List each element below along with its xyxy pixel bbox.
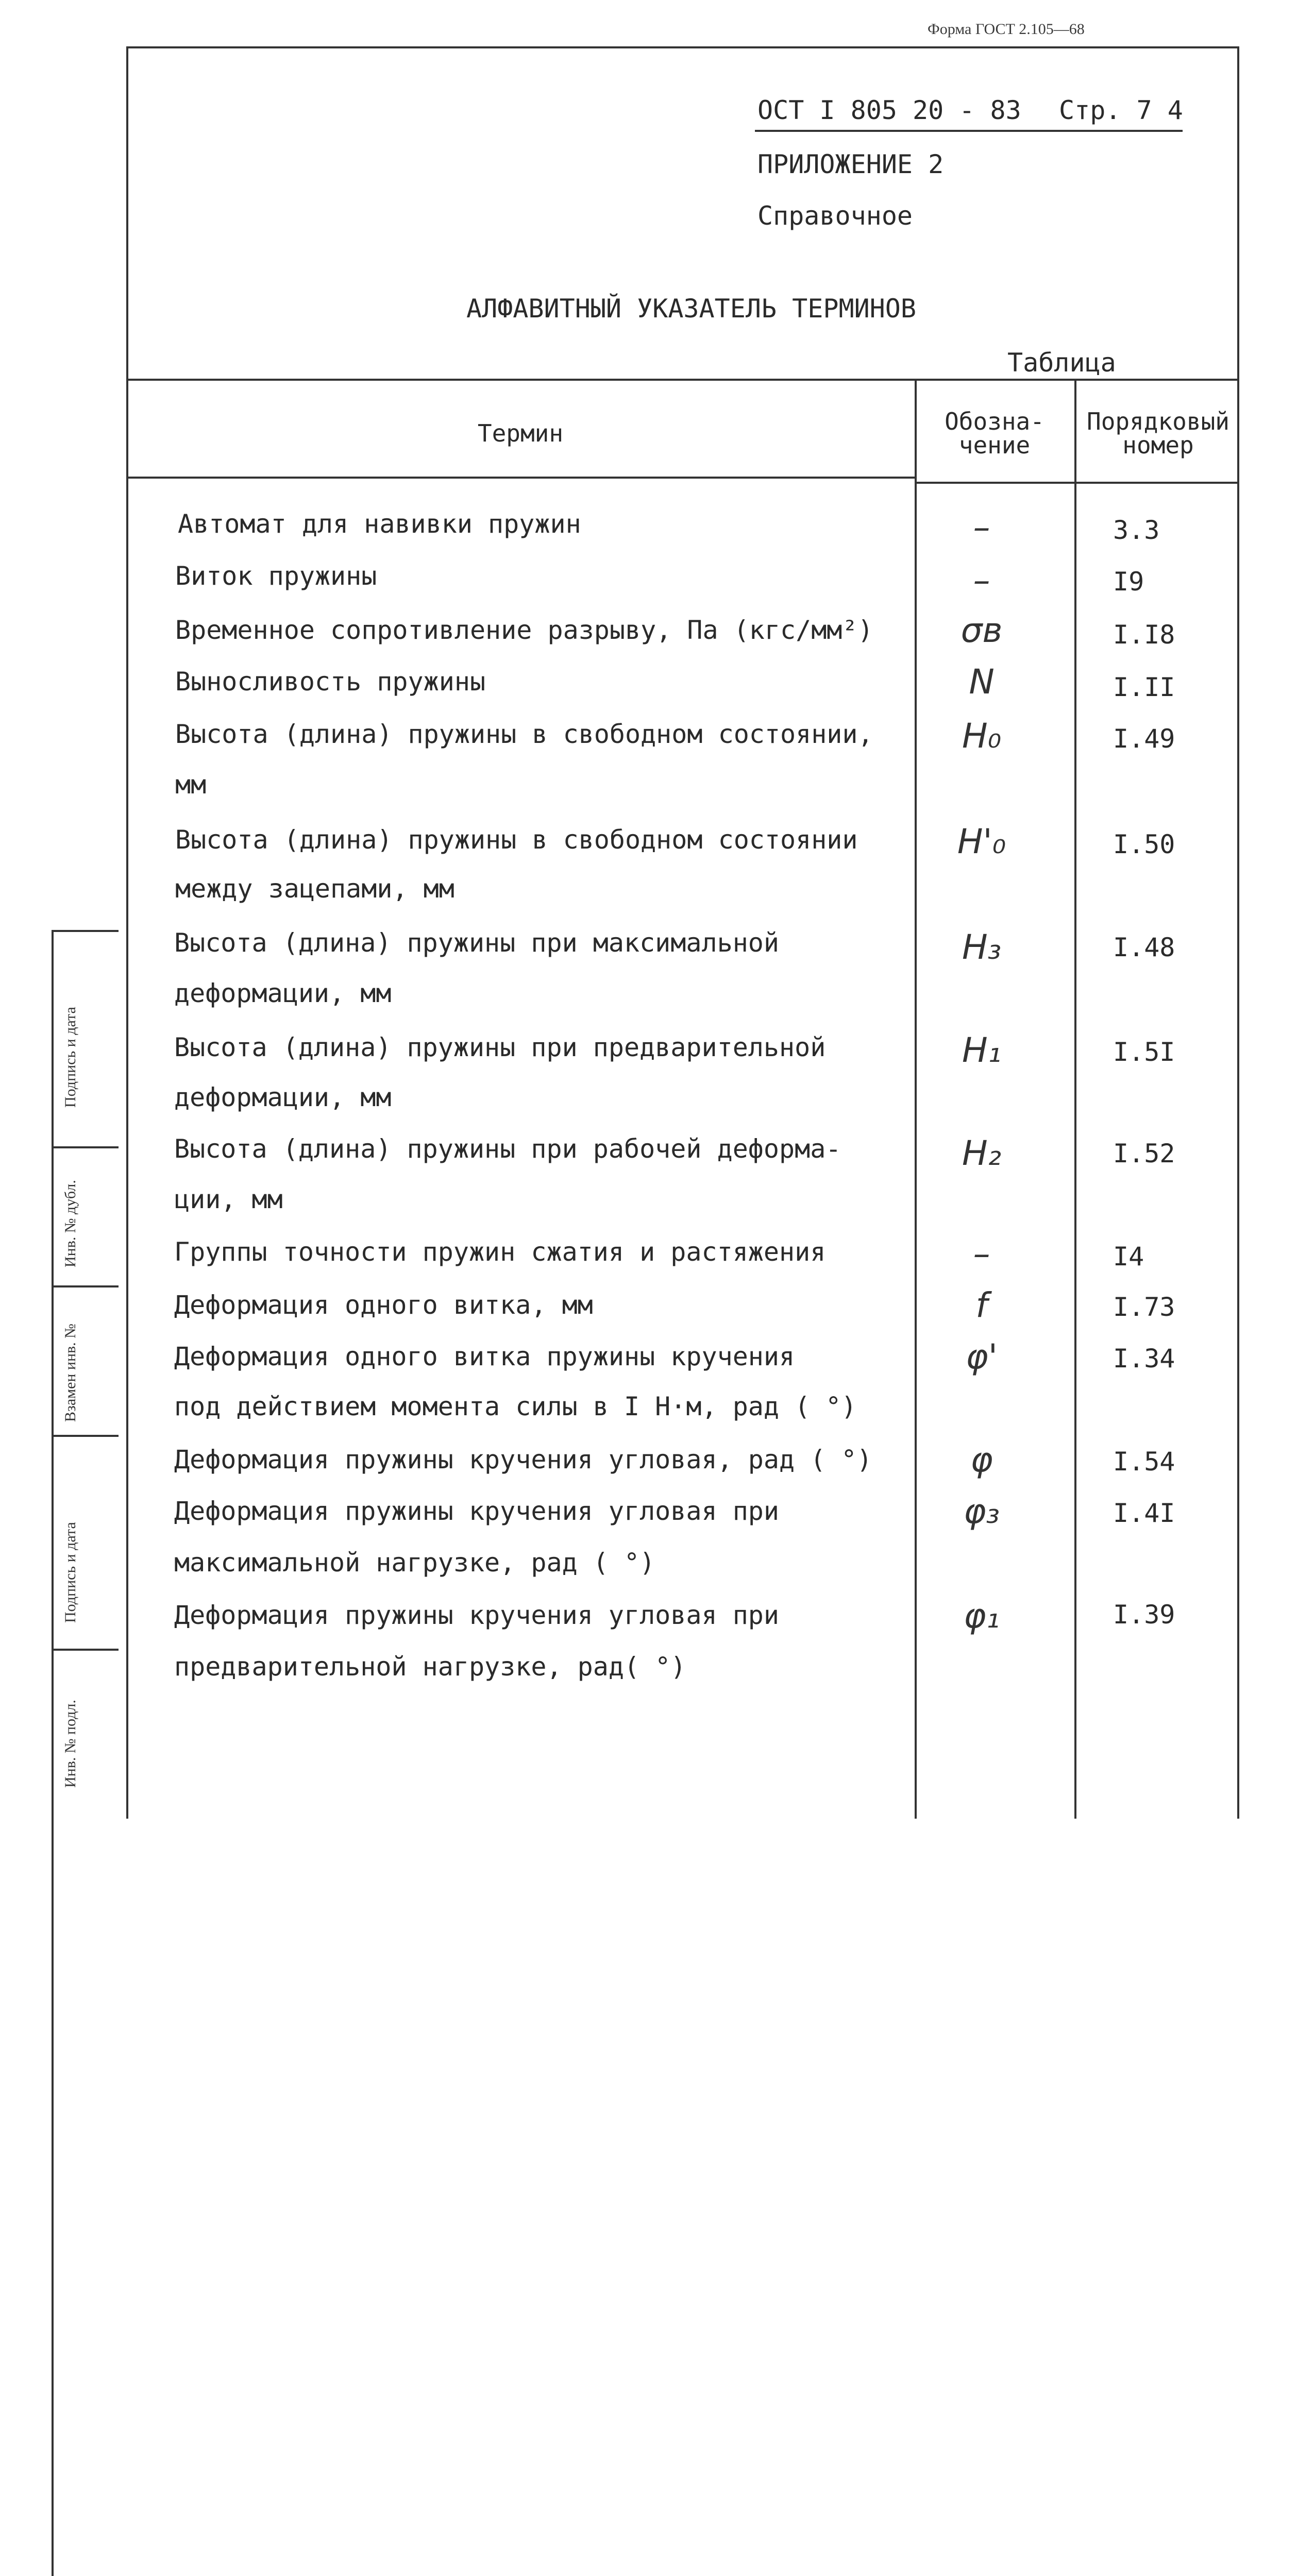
- term-line: Деформация одного витка, мм: [174, 1290, 593, 1320]
- ordinal-number: I.49: [1113, 724, 1175, 754]
- column-header-symbol-line1: Обозна-: [945, 408, 1045, 435]
- term-line: Деформация пружины кручения угловая при: [174, 1496, 779, 1526]
- page-title: АЛФАВИТНЫЙ УКАЗАТЕЛЬ ТЕРМИНОВ: [466, 294, 916, 324]
- symbol: –: [973, 507, 990, 547]
- form-label: Форма ГОСТ 2.105—68: [928, 21, 1085, 38]
- ordinal-number: I.39: [1113, 1600, 1175, 1630]
- term-line: Высота (длина) пружины при предварительной: [174, 1032, 826, 1062]
- column-divider-2: [1074, 379, 1076, 1819]
- term-line: Высота (длина) пружины в свободном состоянии: [175, 825, 858, 855]
- ordinal-number: 3.3: [1113, 515, 1160, 545]
- term-line: Деформация пружины кручения угловая, рад ( °): [174, 1445, 872, 1475]
- term-line: мм: [175, 770, 207, 800]
- stamp-original-inventory: Инв. № подл.: [62, 1700, 79, 1788]
- column-header-symbol-line2: чение: [958, 431, 1031, 459]
- stamp-signature-date: Подпись и дата: [62, 1007, 79, 1108]
- stamp-replacement-inventory: Взамен инв. №: [62, 1324, 79, 1422]
- ordinal-number: I.48: [1113, 933, 1175, 962]
- document-number: ОСТ I 805 20 - 83: [757, 95, 1021, 125]
- term-line: максимальной нагрузке, рад ( °): [174, 1548, 655, 1578]
- ordinal-number: I9: [1113, 567, 1144, 597]
- column-header-term: Термин: [477, 419, 564, 447]
- ordinal-number: I.34: [1113, 1344, 1175, 1374]
- term-line: предварительной нагрузке, рад( °): [174, 1652, 686, 1682]
- symbol: H₁: [962, 1030, 1002, 1070]
- table-top-border: [126, 379, 1239, 381]
- term-line: Деформация пружины кручения угловая при: [174, 1600, 779, 1630]
- column-header-number: [1074, 410, 1242, 457]
- symbol: φ': [966, 1337, 998, 1377]
- symbol: H₀: [962, 716, 1002, 756]
- term-line: ции, мм: [174, 1184, 283, 1214]
- symbol: φ₃: [964, 1492, 1000, 1531]
- term-line: Высота (длина) пружины при рабочей деформа-: [174, 1134, 841, 1164]
- term-line: Группы точности пружин сжатия и растяжения: [174, 1237, 826, 1267]
- term-line: под действием момента силы в I Н·м, рад ( °): [174, 1392, 857, 1421]
- ordinal-number: I.4I: [1113, 1498, 1175, 1528]
- term-line: Высота (длина) пружины при максимальной: [174, 928, 779, 958]
- symbol: f: [975, 1285, 988, 1325]
- term-line: Виток пружины: [175, 561, 377, 591]
- ordinal-number: I4: [1113, 1242, 1144, 1272]
- stamp-divider: [52, 1146, 119, 1148]
- symbol: H'₀: [957, 822, 1006, 861]
- symbol: –: [973, 561, 990, 600]
- symbol: φ₁: [964, 1596, 1000, 1636]
- symbol: H₂: [962, 1133, 1002, 1173]
- column-header-symbol: [915, 410, 1074, 457]
- ordinal-number: I.50: [1113, 829, 1175, 859]
- term-line: деформации, мм: [174, 978, 392, 1008]
- table-label: Таблица: [1007, 348, 1116, 378]
- header-underline: [755, 130, 1183, 132]
- symbol: φ: [970, 1440, 993, 1480]
- column-header-number-line1: Порядковый: [1087, 408, 1229, 435]
- appendix-label: ПРИЛОЖЕНИЕ 2: [757, 149, 944, 179]
- column-header-number-line2: номер: [1122, 431, 1194, 459]
- stamp-signature-date-2: Подпись и дата: [62, 1522, 79, 1623]
- page-number: Стр. 7 4: [1059, 95, 1183, 125]
- symbol: N: [969, 662, 995, 702]
- stamp-duplicate-inventory: Инв. № дубл.: [62, 1180, 79, 1267]
- stamp-divider: [52, 1435, 119, 1437]
- symbol: –: [973, 1234, 990, 1274]
- stamp-divider: [52, 1649, 119, 1651]
- term-line: Деформация одного витка пружины кручения: [174, 1342, 795, 1371]
- term-line: между зацепами, мм: [175, 874, 454, 904]
- table-header-border-right: [915, 482, 1239, 484]
- symbol: H₃: [962, 927, 1002, 967]
- reference-note: Справочное: [757, 201, 913, 231]
- ordinal-number: I.52: [1113, 1139, 1175, 1168]
- column-divider-1: [915, 379, 917, 1819]
- term-line: Выносливость пружины: [175, 667, 486, 697]
- symbol: σв: [961, 611, 1003, 650]
- stamp-divider: [52, 1285, 119, 1287]
- ordinal-number: I.73: [1113, 1292, 1175, 1322]
- ordinal-number: I.II: [1113, 672, 1175, 702]
- term-line: деформации, мм: [174, 1082, 392, 1112]
- term-line: Автомат для навивки пружин: [178, 509, 581, 539]
- ordinal-number: I.54: [1113, 1447, 1175, 1477]
- ordinal-number: I.5I: [1113, 1037, 1175, 1067]
- term-line: Временное сопротивление разрыву, Па (кгс/мм²): [175, 615, 873, 645]
- table-header-border: [126, 477, 915, 479]
- ordinal-number: I.I8: [1113, 620, 1175, 650]
- term-line: Высота (длина) пружины в свободном состоянии,: [175, 719, 873, 749]
